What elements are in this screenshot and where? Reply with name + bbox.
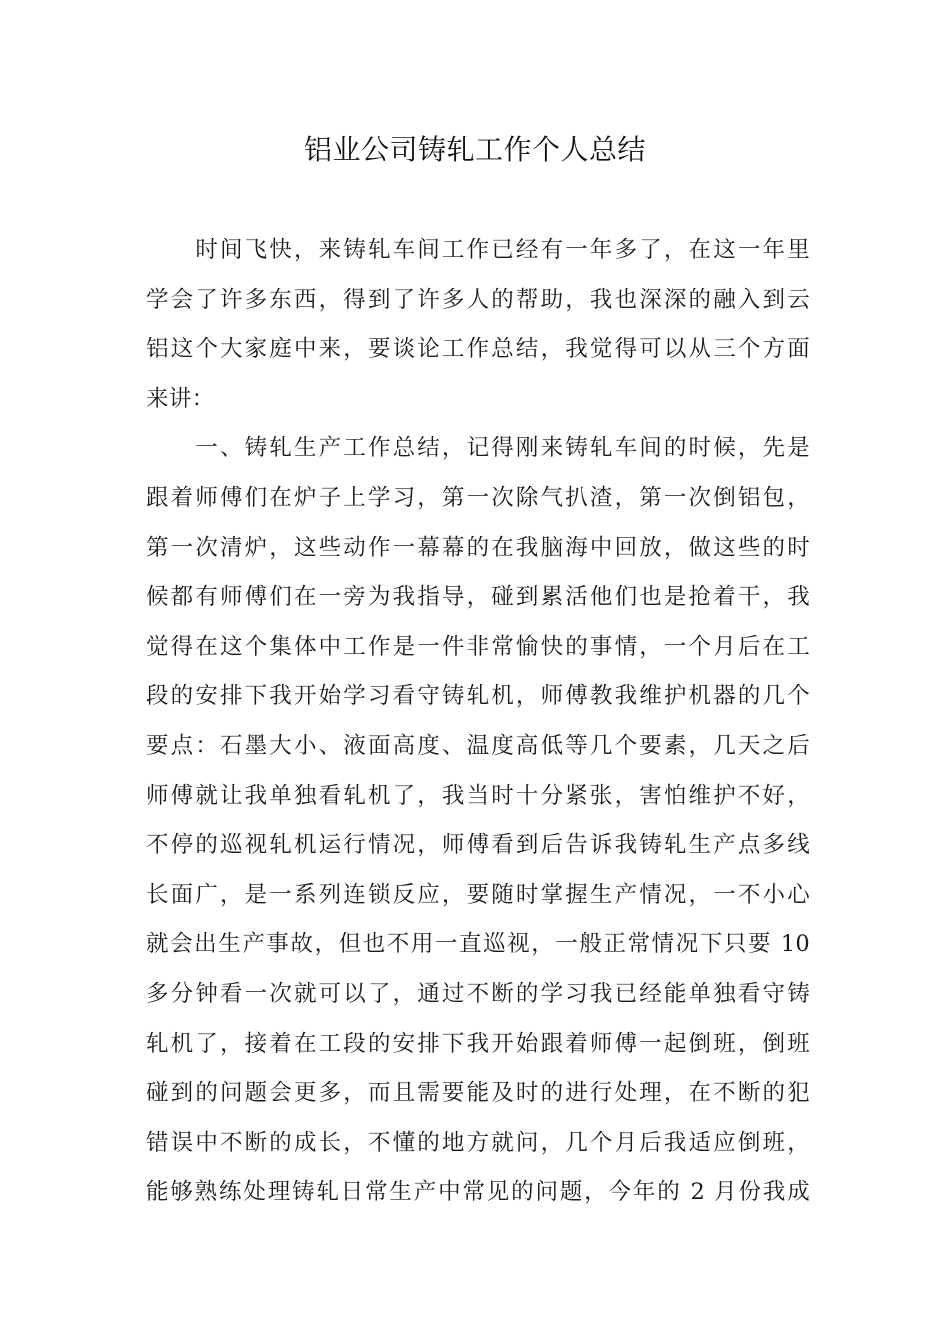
body-line: 长面广，是一系列连锁反应，要随时掌握生产情况，一不小心 bbox=[146, 881, 810, 908]
body-line: 轧机了，接着在工段的安排下我开始跟着师傅一起倒班，倒班 bbox=[146, 1030, 810, 1057]
body-line: 能够熟练处理铸轧日常生产中常见的问题，今年的 2 月份我成 bbox=[146, 1179, 810, 1206]
body-line: 第一次清炉，这些动作一幕幕的在我脑海中回放，做这些的时 bbox=[146, 534, 810, 561]
document-body bbox=[146, 226, 810, 1218]
body-line: 碰到的问题会更多，而且需要能及时的进行处理，在不断的犯 bbox=[146, 1080, 810, 1107]
body-line: 时间飞快，来铸轧车间工作已经有一年多了，在这一年里 bbox=[146, 237, 810, 263]
body-line: 学会了许多东西，得到了许多人的帮助，我也深深的融入到云 bbox=[146, 286, 810, 313]
body-line: 要点：石墨大小、液面高度、温度高低等几个要素，几天之后 bbox=[146, 732, 810, 759]
body-line: 不停的巡视轧机运行情况，师傅看到后告诉我铸轧生产点多线 bbox=[146, 832, 810, 859]
body-line: 候都有师傅们在一旁为我指导，碰到累活他们也是抢着干，我 bbox=[146, 584, 810, 611]
document-title: 铝业公司铸轧工作个人总结 bbox=[303, 133, 646, 166]
body-line: 师傅就让我单独看轧机了，我当时十分紧张，害怕维护不好， bbox=[146, 782, 810, 809]
body-line: 段的安排下我开始学习看守铸轧机，师傅教我维护机器的几个 bbox=[146, 683, 810, 710]
body-line: 跟着师傅们在炉子上学习，第一次除气扒渣，第一次倒铝包， bbox=[146, 484, 810, 511]
body-line: 就会出生产事故，但也不用一直巡视，一般正常情况下只要 10 bbox=[146, 931, 810, 958]
body-line: 觉得在这个集体中工作是一件非常愉快的事情，一个月后在工 bbox=[146, 633, 810, 660]
body-line: 多分钟看一次就可以了，通过不断的学习我已经能单独看守铸 bbox=[146, 980, 810, 1007]
body-line: 一、铸轧生产工作总结，记得刚来铸轧车间的时候，先是 bbox=[146, 435, 810, 462]
body-line: 错误中不断的成长，不懂的地方就问，几个月后我适应倒班， bbox=[146, 1129, 810, 1156]
body-line: 来讲： bbox=[146, 385, 215, 412]
body-line: 铝这个大家庭中来，要谈论工作总结，我觉得可以从三个方面 bbox=[146, 336, 810, 363]
